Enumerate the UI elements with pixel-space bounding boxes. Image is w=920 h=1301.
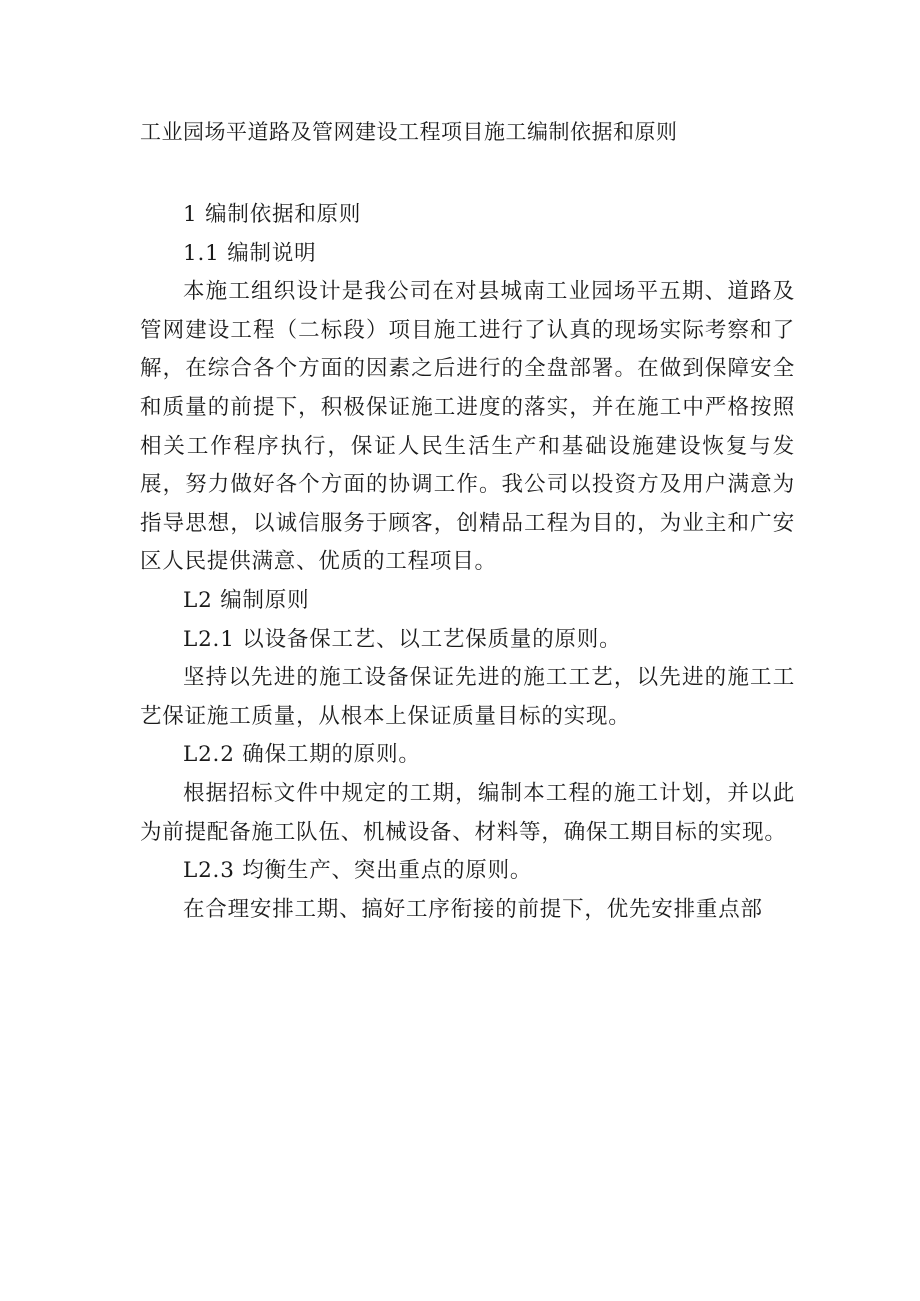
- paragraph-description: 本施工组织设计是我公司在对县城南工业园场平五期、道路及管网建设工程（二标段）项目施工进行了认真的现场实际考察和了解，在综合各个方面的因素之后进行的全盘部署。在做到保障安全和质量的前提下，积极保证施工进度的落实，并在施工中严格按照相关工作程序执行，保证人民生活生产和基础设施建设恢复与发展，努力做好各个方面的协调工作。我公司以投资方及用户满意为指导思想，以诚信服务于顾客，创精品工程为目的，为业主和广安区人民提供满意、优质的工程项目。: [140, 279, 795, 575]
- section-heading-1-2-1: L2.1 以设备保工艺、以工艺保质量的原则。: [183, 626, 622, 652]
- section-heading-1: 1 编制依据和原则: [183, 202, 362, 227]
- section-heading-1-2: L2 编制原则: [183, 587, 310, 613]
- section-heading-1-2-2: L2.2 确保工期的原则。: [183, 742, 421, 768]
- document-body: [140, 196, 795, 929]
- paragraph-schedule-principle: 根据招标文件中规定的工期，编制本工程的施工计划，并以此为前提配备施工队伍、机械设备、材料等，确保工期目标的实现。: [140, 780, 795, 845]
- paragraph-balanced-production: 在合理安排工期、搞好工序衔接的前提下，优先安排重点部: [183, 896, 763, 922]
- section-heading-1-1: 1.1 编制说明: [183, 240, 317, 266]
- document-title: 工业园场平道路及管网建设工程项目施工编制依据和原则: [140, 120, 678, 144]
- section-heading-1-2-3: L2.3 均衡生产、突出重点的原则。: [183, 858, 533, 884]
- paragraph-equipment-principle: 坚持以先进的施工设备保证先进的施工工艺，以先进的施工工艺保证施工质量，从根本上保证质量目标的实现。: [140, 665, 795, 729]
